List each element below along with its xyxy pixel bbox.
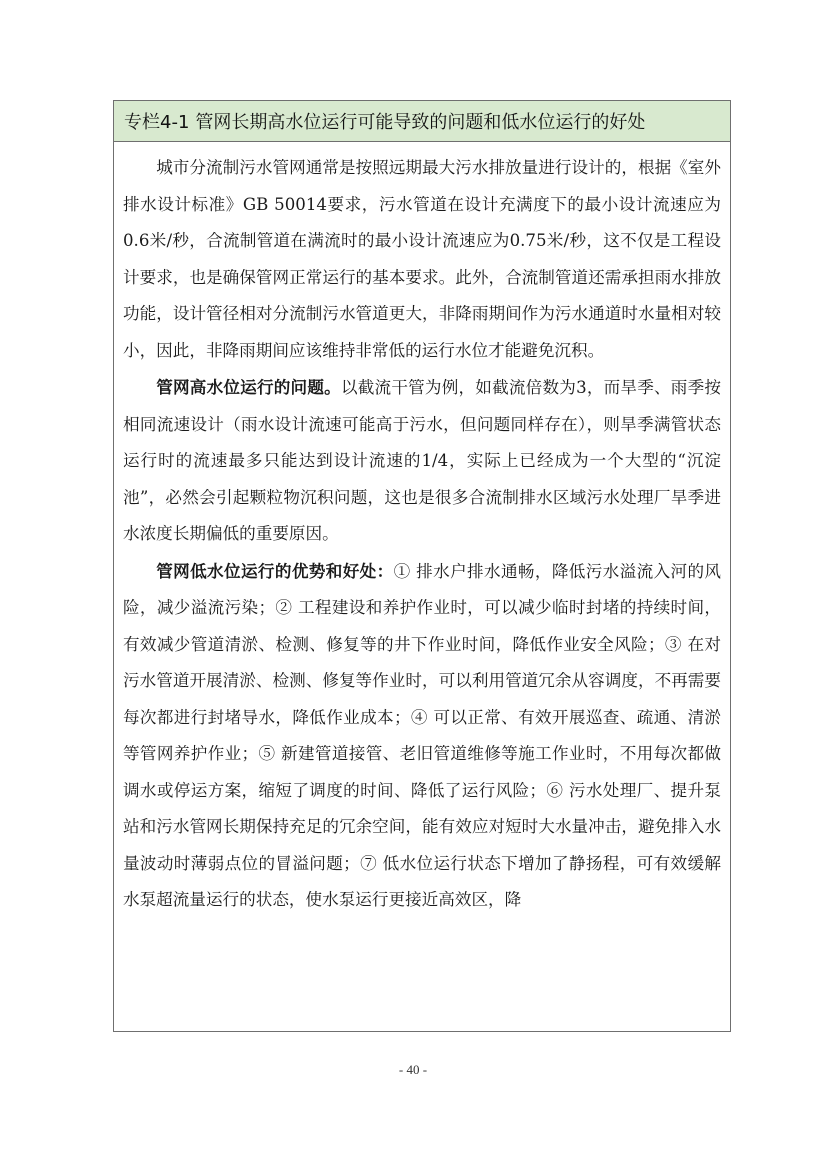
paragraph-1: 城市分流制污水管网通常是按照远期最大污水排放量进行设计的，根据《室外排水设计标准》GB 50014要求，污水管道在设计充满度下的最小设计流速应为0.6米/秒，合流制管道在满流时的最小设计流速应为0.75米/秒，这不仅是工程设计要求，也是确保管网正常运行的基本要求。此外，合流制管道还需承担雨水排放功能，设计管径相对分流制污水管道更大，非降雨期间作为污水通道时水量相对较小，因此，非降雨期间应该维持非常低的运行水位才能避免沉积。 bbox=[123, 158, 721, 360]
box-label: 专栏4-1 bbox=[124, 112, 190, 133]
paragraph-2-heading: 管网高水位运行的问题。 bbox=[156, 377, 341, 397]
paragraph-2-body: 以截流干管为例，如截流倍数为3，而旱季、雨季按相同流速设计（雨水设计流速可能高于污水，但问题同样存在），则旱季满管状态运行时的流速最多只能达到设计流速的1/4，实际上已经成为一个大型的“沉淀池”，必然会引起颗粒物沉积问题，这也是很多合流制排水区域污水处理厂旱季进水浓度长期偏低的重要原因。 bbox=[123, 378, 721, 543]
paragraph-2 bbox=[123, 369, 721, 553]
page-number: - 40 - bbox=[398, 1062, 428, 1077]
box-body bbox=[114, 142, 730, 919]
box-header bbox=[114, 101, 730, 142]
paragraph-3-body: ① 排水户排水通畅，降低污水溢流入河的风险，减少溢流污染；② 工程建设和养护作业时，可以减少临时封堵的持续时间，有效减少管道清淤、检测、修复等的井下作业时间，降低作业安全风险；③ 在对污水管道开展清淤、检测、修复等作业时，可以利用管道冗余从容调度，不再需要每次都进行封堵导水，降低作业成本；④ 可以正常、有效开展巡查、疏通、清淤等管网养护作业；⑤ 新建管道接管、老旧管道维修等施工作业时，不用每次都做调水或停运方案，缩短了调度的时间、降低了运行风险；⑥ 污水处理厂、提升泵站和污水管网长期保持充足的冗余空间，能有效应对短时大水量冲击，避免排入水量波动时薄弱点位的冒溢问题；⑦ 低水位运行状态下增加了静扬程，可有效缓解水泵超流量运行的状态，使水泵运行更接近高效区，降 bbox=[123, 561, 722, 909]
box-title: 管网长期高水位运行可能导致的问题和低水位运行的好处 bbox=[195, 112, 646, 133]
paragraph-3-heading: 管网低水位运行的优势和好处： bbox=[156, 560, 394, 581]
paragraph-3 bbox=[123, 553, 721, 919]
sidebar-box bbox=[113, 100, 731, 1032]
